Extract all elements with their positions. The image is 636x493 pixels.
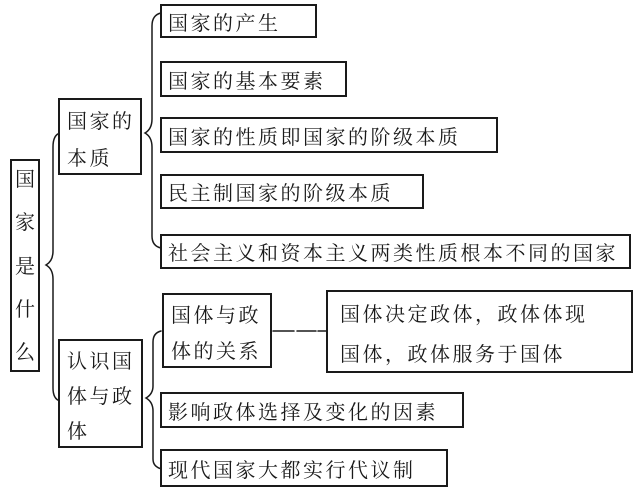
- essence-children-brace: [145, 13, 161, 248]
- essence-child-two-types-box: [160, 234, 631, 269]
- relation-detail-box: [326, 290, 633, 373]
- root-node-box: [10, 159, 40, 372]
- relation-detail-line: 国体决定政体，政体体现: [340, 302, 588, 326]
- system-child-label: 现代国家大都实行代议制: [168, 457, 416, 482]
- relation-line: 体的关系: [171, 339, 261, 363]
- root-node-char: 家: [15, 210, 35, 235]
- branch-essence-line: 国家的: [67, 109, 135, 133]
- relation-detail-line: 国体，政体服务于国体: [340, 342, 565, 366]
- branch-essence-line: 本质: [67, 146, 112, 170]
- essence-child-label: 民主制国家的阶级本质: [168, 181, 393, 205]
- essence-child-elements-box: [160, 61, 347, 97]
- branch-system-box: [58, 339, 143, 448]
- essence-child-label: 国家的产生: [168, 10, 281, 35]
- essence-child-label: 国家的性质即国家的阶级本质: [168, 124, 461, 149]
- branch-system-line: 体与政: [67, 384, 135, 408]
- essence-child-origin-box: [160, 4, 317, 38]
- system-child-factors-box: [160, 392, 464, 428]
- essence-child-class-nature-box: [160, 117, 498, 153]
- branch-essence-box: [58, 98, 142, 175]
- system-child-label: 影响政体选择及变化的因素: [168, 399, 438, 424]
- branch-system-line: 认识国: [67, 349, 135, 373]
- system-child-relation-box: [162, 293, 272, 368]
- root-node-char: 是: [15, 253, 35, 278]
- root-node-char: 么: [15, 340, 35, 364]
- root-node-char: 国: [15, 167, 35, 191]
- essence-child-democracy-box: [160, 174, 424, 209]
- essence-child-label: 社会主义和资本主义两类性质根本不同的国家: [168, 241, 618, 265]
- system-child-representative-box: [160, 449, 448, 487]
- relation-line: 国体与政: [171, 303, 261, 327]
- essence-child-label: 国家的基本要素: [168, 68, 326, 93]
- root-node-char: 什: [15, 296, 35, 321]
- branch-system-line: 体: [67, 419, 90, 443]
